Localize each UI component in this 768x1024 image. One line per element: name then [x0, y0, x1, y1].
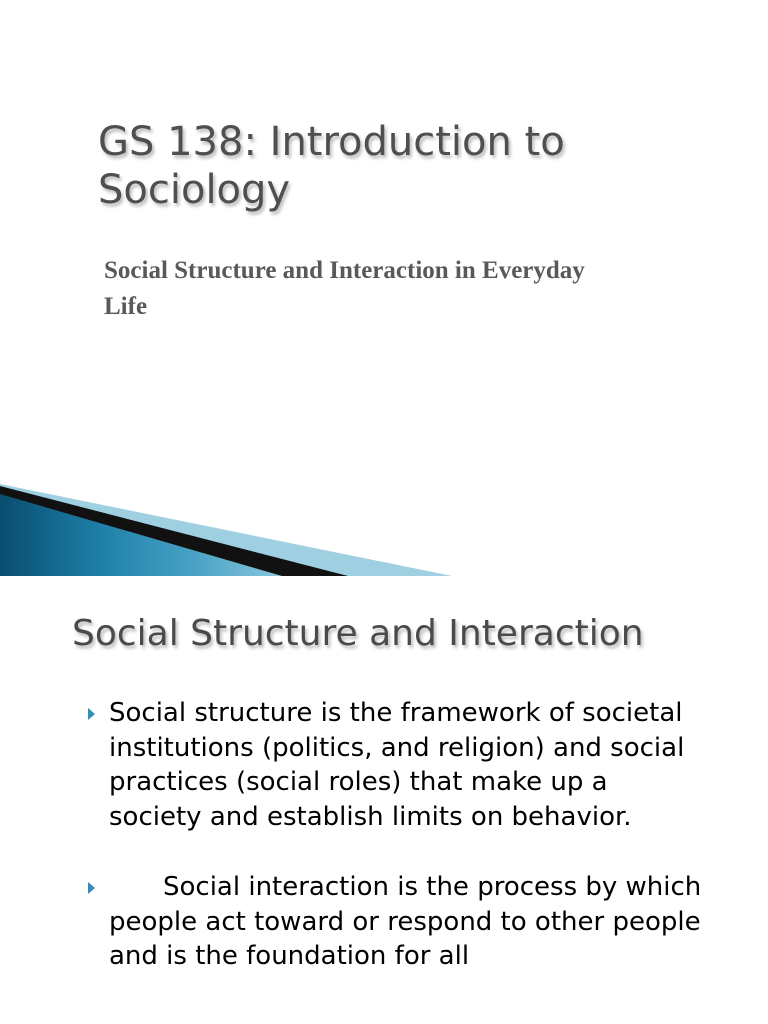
triangle-right-icon	[88, 882, 95, 894]
bullet-list	[84, 696, 704, 1010]
slide-title: GS 138: Introduction to Sociology	[98, 119, 565, 213]
slide-title: Social Structure and Interaction	[72, 613, 644, 654]
bullet-text: Social interaction is the process by which people act toward or respond to other people and is the foundation for all	[109, 872, 702, 971]
bullet-item	[84, 696, 704, 834]
content-slide	[0, 576, 768, 1024]
bullet-text: Social structure is the framework of societal institutions (politics, and religion) and social practices (social roles) that make up a society and establish limits on behavior.	[109, 698, 685, 832]
bullet-item	[84, 870, 704, 974]
triangle-right-icon	[88, 708, 95, 720]
slide-subtitle: Social Structure and Interaction in Everyday Life	[104, 257, 585, 320]
